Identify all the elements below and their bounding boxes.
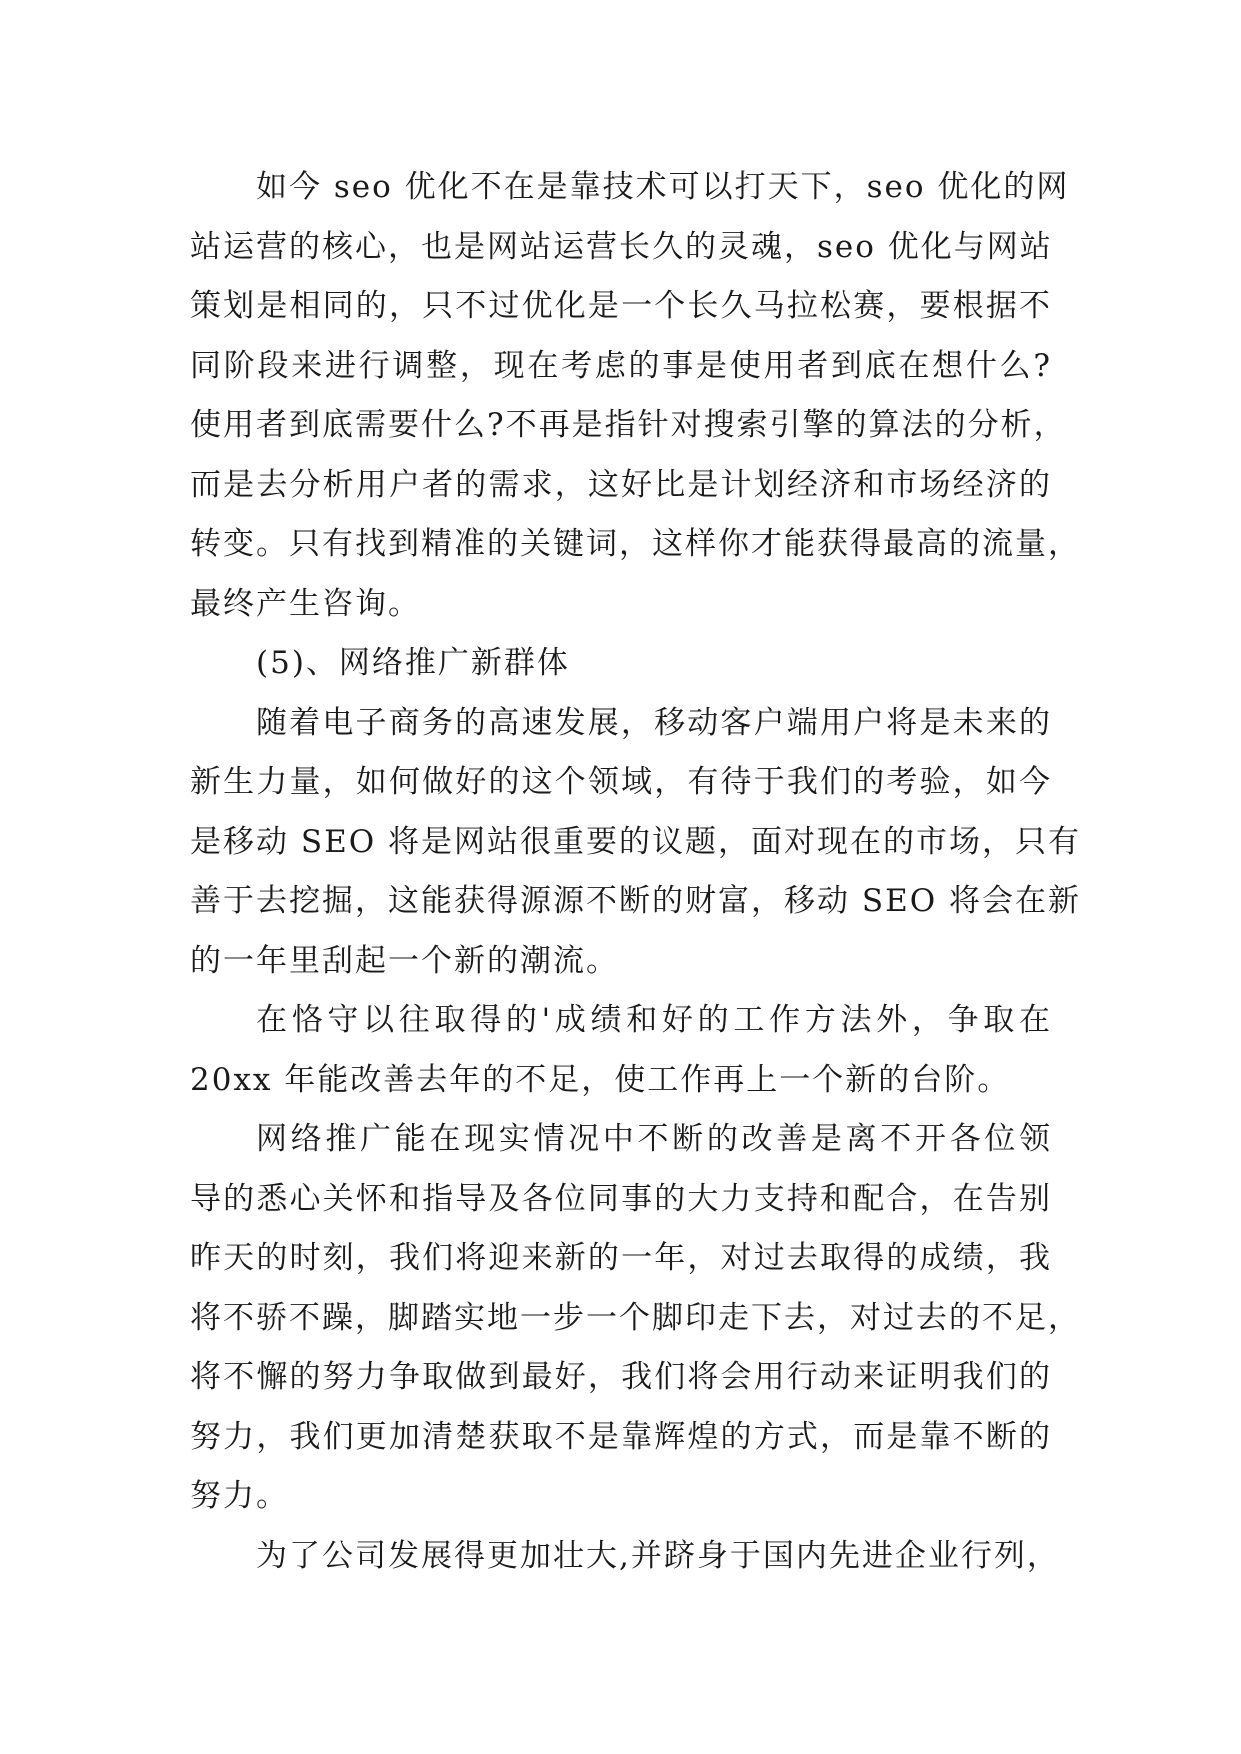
- text-line: 努力，我们更加清楚获取不是靠辉煌的方式，而是靠不断的: [190, 1418, 1052, 1455]
- text-line: 站运营的核心，也是网站运营长久的灵魂，seo 优化与网站: [190, 228, 1053, 265]
- paragraph-thanks: [190, 1110, 1081, 1527]
- text-line: 昨天的时刻，我们将迎来新的一年，对过去取得的成绩，我: [190, 1240, 1052, 1276]
- paragraph-seo-optimization: [190, 158, 1081, 634]
- text-line: 随着电子商务的高速发展，移动客户端用户将是未来的: [256, 704, 1052, 741]
- text-line: 的一年里刮起一个新的潮流。: [190, 942, 619, 979]
- text-line: 策划是相同的，只不过优化是一个长久马拉松赛，要根据不: [190, 288, 1052, 324]
- document-body: [190, 158, 1081, 1586]
- paragraph-mobile-seo: [190, 694, 1081, 992]
- text-line: 转变。只有找到精准的关键词，这样你才能获得最高的流量，: [190, 526, 1081, 562]
- text-line: 将不懈的努力争取做到最好，我们将会用行动来证明我们的: [190, 1359, 1052, 1395]
- text-line: 导的悉心关怀和指导及各位同事的大力支持和配合，在告别: [190, 1180, 1052, 1217]
- text-line: 使用者到底需要什么?不再是指针对搜索引擎的算法的分析，: [190, 407, 1067, 443]
- section-heading: [190, 634, 1052, 694]
- text-line: 在恪守以往取得的'成绩和好的工作方法外，争取在: [256, 1002, 1052, 1038]
- text-line: 同阶段来进行调整，现在考虑的事是使用者到底在想什么?: [190, 347, 1052, 384]
- text-line: 将不骄不躁，脚踏实地一步一个脚印走下去，对过去的不足，: [190, 1299, 1081, 1336]
- text-line: 为了公司发展得更加壮大,并跻身于国内先进企业行列，: [256, 1537, 1060, 1574]
- text-line: 而是去分析用户者的需求，这好比是计划经济和市场经济的: [190, 466, 1052, 503]
- text-line: 如今 seo 优化不在是靠技术可以打天下，seo 优化的网: [256, 169, 1070, 205]
- text-line: 最终产生咨询。: [190, 585, 421, 622]
- paragraph-company-growth: [190, 1527, 1060, 1587]
- text-line: 20xx 年能改善去年的不足，使工作再上一个新的台阶。: [190, 1061, 1011, 1098]
- text-line: (5)、网络推广新群体: [256, 645, 570, 681]
- text-line: 是移动 SEO 将是网站很重要的议题，面对现在的市场，只有: [190, 823, 1081, 860]
- text-line: 善于去挖掘，这能获得源源不断的财富，移动 SEO 将会在新: [190, 883, 1081, 919]
- text-line: 努力。: [190, 1478, 289, 1514]
- paragraph-goals: [190, 991, 1052, 1110]
- text-line: 网络推广能在现实情况中不断的改善是离不开各位领: [256, 1121, 1052, 1157]
- text-line: 新生力量，如何做好的这个领域，有待于我们的考验，如今: [190, 764, 1052, 800]
